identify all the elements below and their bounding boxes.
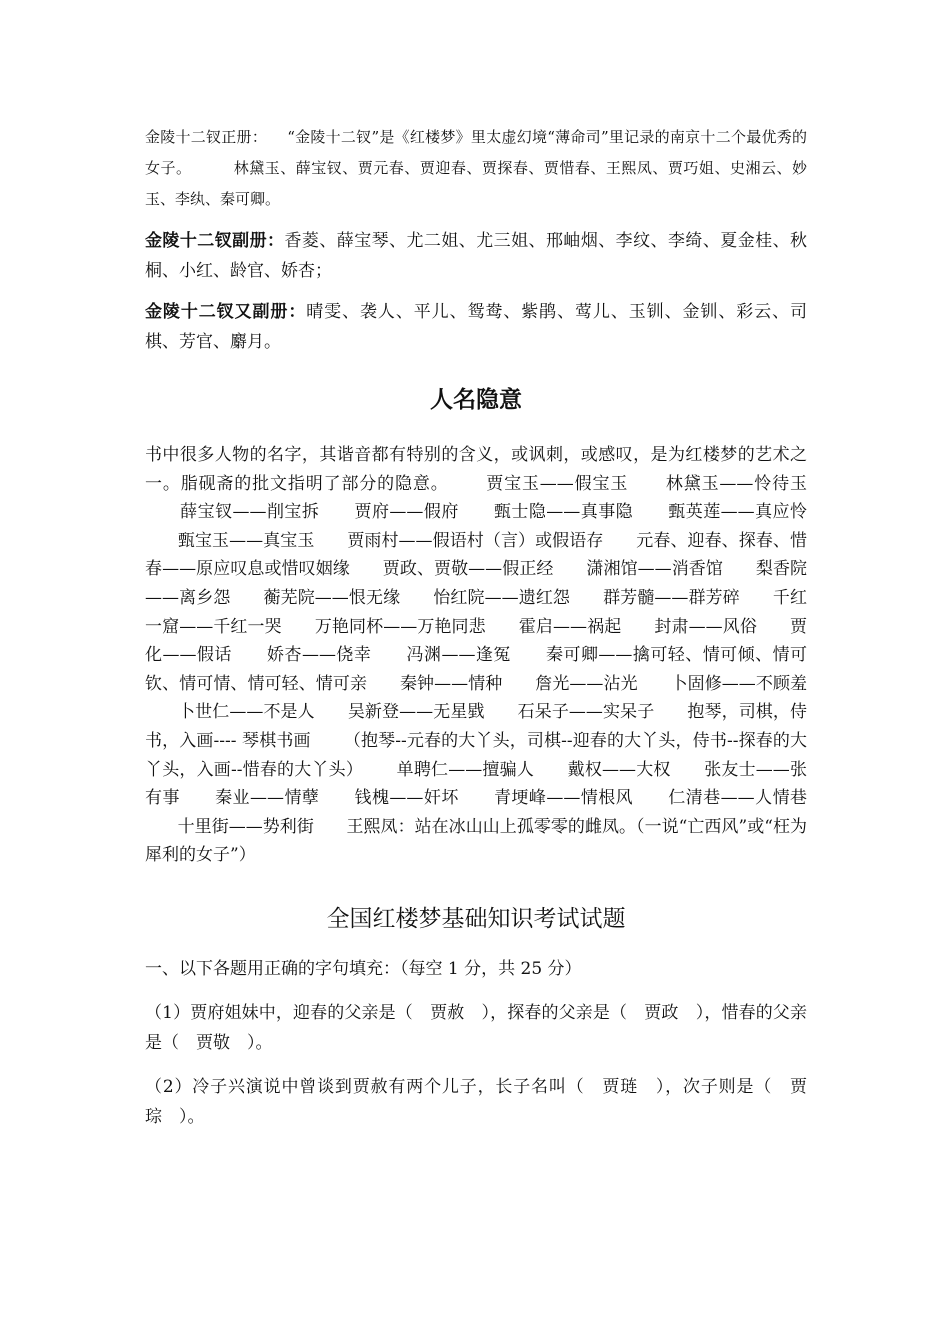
- heading-name-meanings: 人名隐意: [430, 386, 522, 413]
- name-meaning-item: 千红一窟——千红一哭: [145, 587, 808, 637]
- name-meaning-item: 王熙凤：站在冰山山上孤零零的雌凤。（一说“亡西风”或“枉为犀利的女子”）: [145, 816, 807, 866]
- name-meaning-item: 秦可卿——擒可轻、情可倾、情可钦、情可情、情可轻、情可亲: [145, 645, 808, 694]
- name-meaning-item: 封肃——风俗: [654, 616, 757, 637]
- name-meaning-item: 青埂峰——情根风: [493, 788, 634, 809]
- main-register-description: “金陵十二钗”是《红楼梦》里太虚幻境“薄命司”里记录的南京十二个最优秀的女子。: [145, 128, 807, 177]
- name-meaning-item: 元春、迎春、探春、惜春——原应叹息或惜叹姻缘: [145, 530, 807, 580]
- name-meaning-item: 梨香院——离乡怨: [145, 559, 808, 608]
- exam-question-2: （2）冷子兴演说中曾谈到贾赦有两个儿子，长子名叫（ 贾琏 ），次子则是（ 贾琮 ）。: [145, 1076, 807, 1127]
- name-meaning-item: 贾宝玉——假宝玉: [486, 473, 629, 494]
- name-meaning-item: 贾政、贾敬——假正经: [382, 559, 554, 580]
- name-meaning-item: 怡红院——遗红怨: [433, 587, 571, 608]
- paragraph-twelve-beauties-secondary: [145, 226, 807, 286]
- exam-section-1-instruction: 一、以下各题用正确的字句填充：（每空 1 分，共 25 分）: [145, 958, 582, 979]
- exam-question-1: （1）贾府姐妹中，迎春的父亲是（ 贾赦 ），探春的父亲是（ 贾政 ），惜春的父亲是（ 贾敬 ）。: [145, 1002, 807, 1053]
- name-meaning-item: 娇杏——侥幸: [267, 645, 372, 666]
- label-main-register: 金陵十二钗正册：: [145, 128, 268, 146]
- name-meaning-item: 贾化——假话: [145, 616, 808, 666]
- name-meaning-item: 戴权——大权: [567, 759, 671, 780]
- name-meaning-item: 贾府——假府: [354, 502, 459, 523]
- label-secondary-register: 金陵十二钗副册：: [145, 231, 285, 251]
- name-meaning-item: 薛宝钗——削宝拆: [180, 502, 320, 523]
- name-meaning-item: 十里街——势利街: [177, 816, 314, 837]
- document-page: [145, 122, 807, 1132]
- name-meaning-item: 石呆子——实呆子: [517, 702, 655, 723]
- name-meaning-item: 霍启——祸起: [518, 616, 622, 637]
- name-meaning-item: 卜世仁——不是人: [178, 702, 315, 723]
- secondary-register-names: 香菱、薛宝琴、尤二姐、尤三姐、邢岫烟、李纹、李绮、夏金桂、秋桐、小红、龄官、娇杏；: [145, 231, 808, 281]
- name-meaning-item: 詹光——沾光: [535, 673, 638, 694]
- name-meaning-item: 钱槐——奸坏: [354, 788, 459, 809]
- name-meaning-item: 林黛玉——怜待玉: [665, 473, 808, 494]
- name-meaning-item: 潇湘馆——消香馆: [586, 559, 723, 580]
- name-meaning-item: 单聘仁——擅骗人: [396, 759, 535, 780]
- name-meaning-item: （抱琴--元春的大丫头，司棋--迎春的大丫头，侍书--探春的大丫头，入画--惜春的大丫头）: [145, 730, 807, 780]
- name-meaning-item: 甄士隐——真事隐: [493, 502, 634, 523]
- main-register-names: 林黛玉、薛宝钗、贾元春、贾迎春、贾探春、贾惜春、王熙凤、贾巧姐、史湘云、妙玉、李纨、秦可卿。: [145, 159, 807, 208]
- name-meanings-intro: 书中很多人物的名字，其谐音都有特别的含义，或讽刺，或感叹，是为红楼梦的艺术之一。脂砚斋的批文指明了部分的隐意。: [145, 445, 807, 494]
- name-meaning-item: 张友士——张有事: [145, 759, 808, 809]
- paragraph-twelve-beauties-main: [145, 122, 807, 215]
- name-meaning-item: 卜固修——不顾羞: [670, 673, 808, 694]
- name-meaning-item: 抱琴，司棋，侍书，入画---- 琴棋书画: [145, 702, 808, 751]
- label-tertiary-register: 金陵十二钗又副册：: [145, 302, 307, 322]
- name-meaning-item: 万艳同杯——万艳同悲: [314, 616, 486, 637]
- name-meanings-list: [145, 474, 807, 866]
- name-meaning-item: 仁清巷——人情巷: [668, 788, 808, 809]
- name-meaning-item: 秦业——情孽: [215, 788, 320, 809]
- name-meaning-item: 蘅芜院——恨无缘: [263, 587, 401, 608]
- name-meaning-item: 秦钟——情种: [399, 673, 503, 694]
- tertiary-register-names: 晴雯、袭人、平儿、鸳鸯、紫鹃、莺儿、玉钏、金钏、彩云、司棋、芳官、麝月。: [145, 302, 807, 352]
- name-meaning-item: 贾雨村——假语村（言）或假语存: [347, 530, 604, 551]
- paragraph-name-meanings: [145, 441, 807, 870]
- name-meaning-item: 甄英莲——真应怜: [668, 502, 808, 523]
- heading-exam-title: 全国红楼梦基础知识考试试题: [326, 905, 626, 932]
- name-meaning-item: 甄宝玉——真宝玉: [177, 530, 315, 551]
- name-meaning-item: 吴新登——无星戥: [347, 702, 485, 723]
- paragraph-twelve-beauties-tertiary: [145, 297, 807, 357]
- name-meaning-item: 冯渊——逢冤: [406, 645, 511, 666]
- name-meaning-item: 群芳髓——群芳碎: [603, 587, 740, 608]
